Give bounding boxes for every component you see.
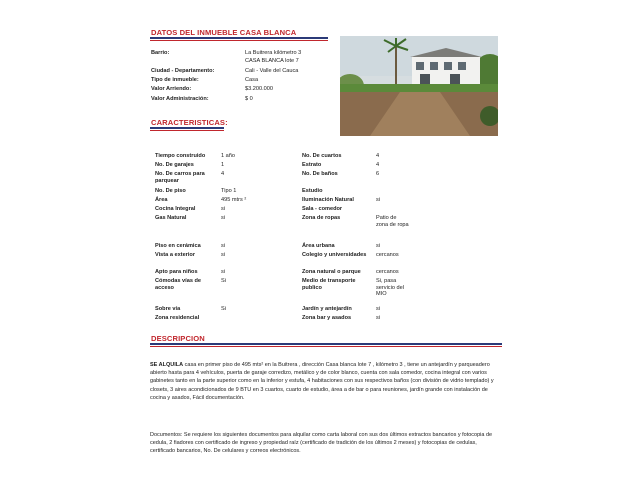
left-feature-label: Tiempo construido (155, 153, 206, 159)
left-feature-value: si (221, 252, 226, 258)
info-value: La Buitrera kilómetro 3 (245, 50, 302, 56)
left-feature-value: si (221, 215, 226, 221)
header-underline-red (150, 346, 502, 347)
left-feature-label: Apto para niños (155, 269, 198, 275)
right-feature-value: si (376, 315, 381, 321)
document-page (120, 0, 520, 480)
description-paragraph (150, 361, 500, 402)
left-feature-label: Sobre vía (155, 306, 181, 312)
info-label: Valor Arriendo: (151, 86, 192, 92)
right-feature-label: Área urbana (302, 243, 335, 249)
header-underline-red (150, 130, 224, 131)
right-feature-label: Zona bar y asados (302, 315, 352, 321)
header-underline (150, 127, 224, 129)
right-feature-label: Zona de ropas (302, 215, 341, 221)
left-feature-label: Área (155, 197, 168, 203)
left-feature-label: No. De garajes (155, 162, 194, 168)
left-feature-value: 1 año (221, 153, 235, 159)
left-feature-label: Cocina Integral (155, 206, 196, 212)
right-feature-value: 4 (376, 162, 380, 168)
section-title: DATOS DEL INMUEBLE CASA BLANCA (151, 28, 297, 37)
right-feature-label: No. De cuartos (302, 153, 342, 159)
description-text: casa en primer piso de 495 mts² en la Buitrera , dirección Casa blanca lote 7 , kilómetro 3 , tiene un antejardín y parqueadero abierto hasta para 4 vehículos, puerta de garaje corredizo, metálico y de color blanco, cuenta con sala comedor, cocina integral con varios gabinetes tanto en la parte superior como en la inferior y estufa, 4 habitaciones con sus respectivos baños (con división de vidrio templado) y closets, 3 aires acondicionados de 9 BTU en 3 cuartos, cuarto de estudio, área a de bar o para reuniones, jardín grande con instalación de cocina y asados, Fácil documentación. (150, 362, 494, 401)
left-feature-label: Zona residencial (155, 315, 200, 321)
info-value: Casa (245, 77, 259, 83)
info-value: CASA BLANCA lote 7 (245, 58, 299, 64)
section-header-caracteristicas (151, 118, 228, 127)
left-feature-value: Si (221, 306, 226, 312)
left-feature-value: si (221, 269, 226, 275)
right-feature-value: cercanos (376, 252, 399, 258)
right-feature-label: Zona natural o parque (302, 269, 361, 275)
left-feature-label: Vista a exterior (155, 252, 196, 258)
left-feature-label: No. De piso (155, 188, 186, 194)
right-feature-value: 6 (376, 171, 380, 177)
right-feature-value: si (376, 197, 381, 203)
header-underline (150, 343, 502, 345)
right-feature-value: 4 (376, 153, 380, 159)
info-value: $ 0 (245, 96, 253, 102)
info-label: Ciudad - Departamento: (151, 68, 215, 74)
header-underline (150, 37, 328, 39)
right-feature-label: Colegio y universidades (302, 252, 367, 258)
description-lead: SE ALQUILA (150, 362, 184, 368)
section-title: DESCRIPCION (151, 334, 205, 343)
info-label: Barrio: (151, 50, 170, 56)
left-feature-value: Tipo 1 (221, 188, 237, 194)
left-feature-label: No. De carros para parquear (155, 171, 205, 184)
info-label: Valor Administración: (151, 96, 209, 102)
left-feature-value: 4 (221, 171, 225, 177)
left-feature-label: Cómodas vías de acceso (155, 278, 202, 291)
right-feature-label: Iluminación Natural (302, 197, 354, 203)
right-feature-label: Sala - comedor (302, 206, 343, 212)
info-value: Cali - Valle del Cauca (245, 68, 299, 74)
right-feature-value: si (376, 306, 381, 312)
right-feature-label: Estrato (302, 162, 322, 168)
left-feature-value: 1 (221, 162, 225, 168)
documents-paragraph: Documentos: Se requiere los siguientes documentos para alquilar como carta laboral con sus dos últimos extractos bancarios y fotocopia de cedula, 2 fiadores con certificado de ingreso y propiedad raíz (certificado de tradición de los últimos 2 meses) y fotocopias de cedulas, certificado bancarios, No. De celulares y correos electrónicos. (150, 432, 493, 455)
right-feature-label: Jardín y antejardín (302, 306, 352, 312)
section-header-datos (151, 28, 296, 37)
right-feature-value: cercanos (376, 269, 399, 275)
left-feature-value: 495 mtrs ² (221, 197, 247, 203)
right-feature-value: si (376, 243, 381, 249)
section-title: CARACTERISTICAS: (151, 118, 228, 127)
header-underline-red (150, 40, 328, 41)
right-feature-value: Patio de zona de ropa (376, 215, 409, 228)
left-feature-label: Gas Natural (155, 215, 187, 221)
right-feature-label: Medio de transporte publico (302, 278, 356, 291)
left-feature-value: Si (221, 278, 226, 284)
section-header-descripcion (151, 334, 205, 343)
left-feature-value: si (221, 243, 226, 249)
property-photo (340, 36, 498, 136)
right-feature-label: No. De baños (302, 171, 338, 177)
left-feature-value: si (221, 206, 226, 212)
right-feature-label: Estudio (302, 188, 323, 194)
house-image (340, 36, 498, 136)
left-feature-label: Piso en cerámica (155, 243, 201, 249)
right-feature-value: Si, pasa servicio del MIO (376, 278, 404, 298)
info-value: $3.200.000 (245, 86, 273, 92)
info-label: Tipo de inmueble: (151, 77, 199, 83)
